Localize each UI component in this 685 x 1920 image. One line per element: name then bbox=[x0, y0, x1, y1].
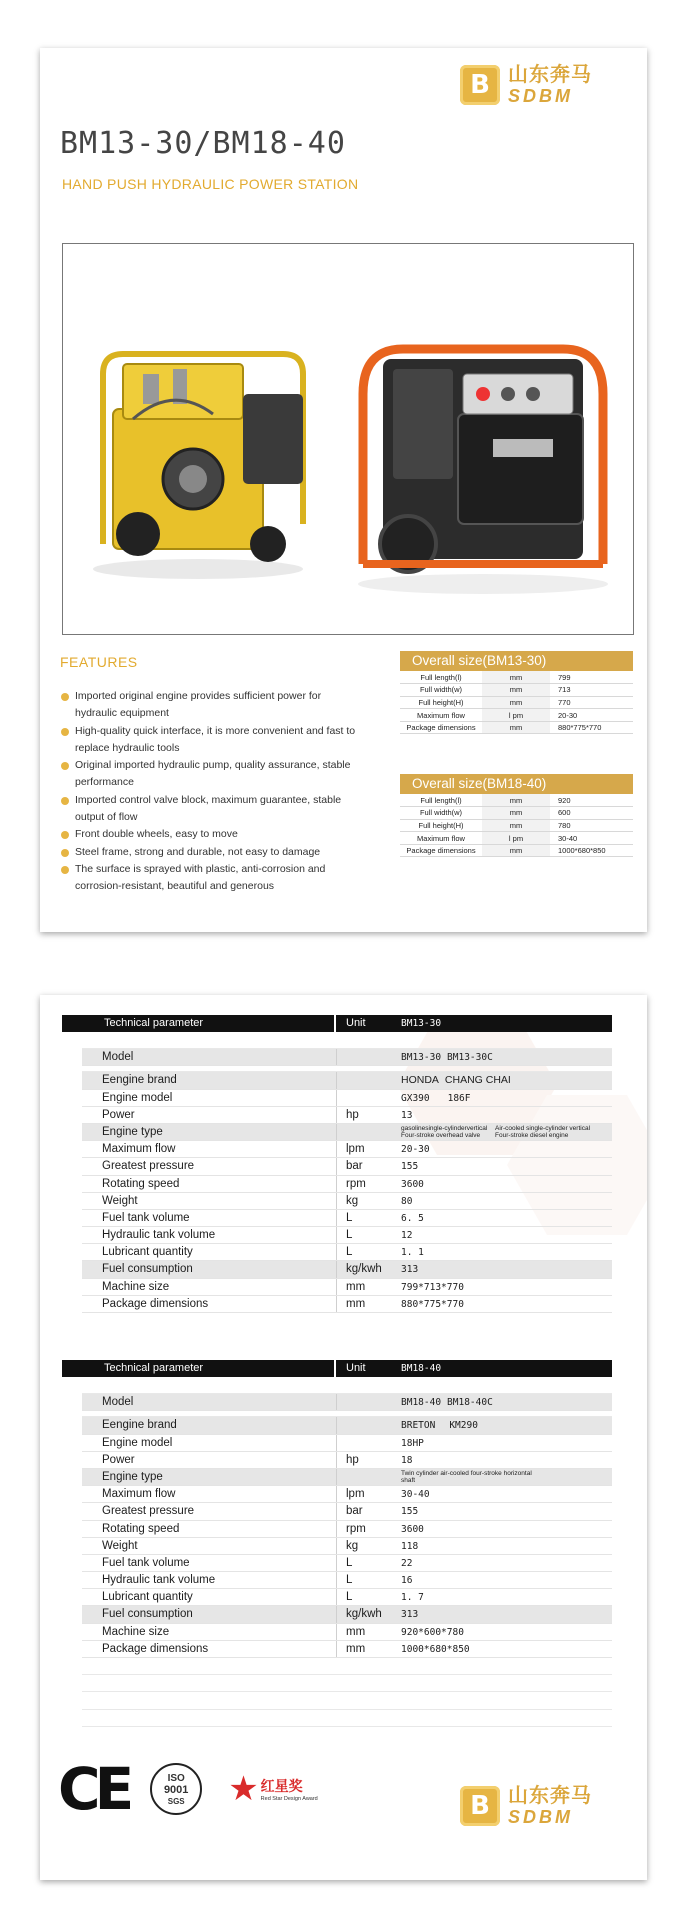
value-b: KM290 bbox=[449, 1420, 478, 1432]
table-row bbox=[82, 1210, 612, 1227]
value-b: BM18-40C bbox=[447, 1397, 493, 1409]
blank-row bbox=[82, 1692, 612, 1709]
spec-unit: mm bbox=[482, 671, 550, 684]
spec-row bbox=[400, 684, 633, 697]
blank-row bbox=[82, 1710, 612, 1727]
spec-label: Full height(H) bbox=[400, 819, 482, 832]
overall-size-bm18-40 bbox=[400, 774, 633, 857]
feature-item: Original imported hydraulic pump, quality assurance, stable performance bbox=[60, 757, 360, 792]
award-name-en: Red Star Design Award bbox=[260, 1796, 318, 1802]
table-row bbox=[82, 1503, 612, 1520]
row-label: Package dimensions bbox=[102, 1297, 209, 1310]
row-unit: L bbox=[346, 1591, 353, 1604]
spec-label: Package dimensions bbox=[400, 721, 482, 734]
table-row bbox=[82, 1521, 612, 1538]
value-b: CHANG CHAI bbox=[444, 1074, 511, 1087]
table-row bbox=[82, 1176, 612, 1193]
features-list bbox=[60, 688, 360, 896]
blank-row bbox=[82, 1675, 612, 1692]
feature-item: Steel frame, strong and durable, not easy to damage bbox=[60, 844, 360, 861]
row-label: Weight bbox=[102, 1539, 138, 1552]
iso-9001-badge-icon bbox=[150, 1763, 202, 1815]
feature-item: The surface is sprayed with plastic, anti-corrosion and corrosion-resistant, beautiful and generous bbox=[60, 861, 360, 896]
row-value: 18 bbox=[401, 1454, 413, 1466]
row-unit: kg/kwh bbox=[346, 1263, 382, 1276]
row-label: Maximum flow bbox=[102, 1143, 176, 1156]
iso-sgs: SGS bbox=[167, 1796, 185, 1806]
technical-table-bm13-30 bbox=[62, 1015, 612, 1313]
row-unit: lpm bbox=[346, 1143, 365, 1156]
row-label: Hydraulic tank volume bbox=[102, 1574, 216, 1587]
spec-unit: mm bbox=[482, 721, 550, 734]
brand-logo bbox=[460, 64, 592, 105]
row-label: Rotating speed bbox=[102, 1177, 180, 1190]
row-label: Machine size bbox=[102, 1625, 170, 1638]
spec-heading: Overall size(BM13-30) bbox=[400, 651, 633, 671]
row-value: 30-40 bbox=[401, 1489, 430, 1501]
orange-power-unit-image bbox=[358, 349, 608, 594]
page-title: BM13-30/BM18-40 bbox=[60, 126, 346, 161]
row-label: Lubricant quantity bbox=[102, 1246, 193, 1259]
feature-item: High-quality quick interface, it is more convenient and fast to replace hydraulic tools bbox=[60, 723, 360, 758]
header-unit: Unit bbox=[346, 1362, 366, 1374]
row-unit: kg bbox=[346, 1194, 359, 1207]
row-value: 12 bbox=[401, 1230, 413, 1242]
table-header bbox=[62, 1015, 612, 1032]
header-model: BM13-30 bbox=[401, 1018, 442, 1029]
row-unit: mm bbox=[346, 1280, 366, 1293]
logo-mark-icon: B bbox=[460, 1786, 500, 1826]
spec-value: 780 bbox=[550, 819, 633, 832]
row-value: 313 bbox=[401, 1609, 419, 1621]
table-row bbox=[82, 1227, 612, 1244]
row-label: Model bbox=[102, 1396, 134, 1409]
row-unit: L bbox=[346, 1574, 353, 1587]
spec-label: Full length(l) bbox=[400, 671, 482, 684]
row-label: Greatest pressure bbox=[102, 1160, 195, 1173]
row-label: Engine type bbox=[102, 1470, 163, 1483]
table-row bbox=[82, 1072, 612, 1089]
row-unit: kg bbox=[346, 1539, 359, 1552]
spec-unit: mm bbox=[482, 844, 550, 857]
row-label: Package dimensions bbox=[102, 1642, 209, 1655]
iso-number: 9001 bbox=[163, 1783, 189, 1796]
overall-size-bm13-30 bbox=[400, 651, 633, 734]
row-label: Fuel tank volume bbox=[102, 1211, 190, 1224]
value-a: BM13-30 bbox=[401, 1052, 442, 1064]
row-label: Engine model bbox=[102, 1436, 173, 1449]
award-name-cn: 红星奖 bbox=[260, 1779, 303, 1795]
row-value: 16 bbox=[401, 1575, 413, 1587]
spec-row bbox=[400, 721, 633, 734]
table-row bbox=[82, 1279, 612, 1296]
spec-value: 30-40 bbox=[550, 832, 633, 845]
row-value: 1. 1 bbox=[401, 1247, 424, 1259]
row-unit: lpm bbox=[346, 1488, 365, 1501]
row-value bbox=[396, 1072, 612, 1088]
row-label: Rotating speed bbox=[102, 1522, 180, 1535]
row-label: Engine type bbox=[102, 1125, 163, 1138]
row-value: 880*775*770 bbox=[401, 1298, 464, 1310]
header-unit: Unit bbox=[346, 1017, 366, 1029]
row-label: Eengine brand bbox=[102, 1074, 177, 1087]
spec-unit: mm bbox=[482, 819, 550, 832]
feature-item: Front double wheels, easy to move bbox=[60, 826, 360, 843]
spec-label: Maximum flow bbox=[400, 709, 482, 722]
table-header bbox=[62, 1360, 612, 1377]
table-row bbox=[82, 1606, 612, 1623]
row-value bbox=[396, 1417, 612, 1433]
spec-row bbox=[400, 671, 633, 684]
spec-label: Full width(w) bbox=[400, 684, 482, 697]
row-label: Weight bbox=[102, 1194, 138, 1207]
row-value: 80 bbox=[401, 1195, 413, 1207]
row-unit: bar bbox=[346, 1160, 363, 1173]
table-row bbox=[82, 1469, 612, 1486]
spec-value: 713 bbox=[550, 684, 633, 697]
spec-row bbox=[400, 807, 633, 820]
table-row bbox=[82, 1641, 612, 1658]
spec-label: Full width(w) bbox=[400, 807, 482, 820]
row-value bbox=[396, 1090, 612, 1106]
spec-value: 799 bbox=[550, 671, 633, 684]
row-label: Engine model bbox=[102, 1091, 173, 1104]
blank-row bbox=[82, 1377, 612, 1394]
table-row bbox=[82, 1555, 612, 1572]
row-value: 3600 bbox=[401, 1178, 424, 1190]
row-value: 313 bbox=[401, 1264, 419, 1276]
spec-row bbox=[400, 794, 633, 807]
header-model: BM18-40 bbox=[401, 1363, 442, 1374]
value-a: GX390 bbox=[401, 1092, 430, 1104]
red-star-icon: ★ bbox=[228, 1769, 259, 1809]
table-row bbox=[82, 1193, 612, 1210]
red-star-award bbox=[228, 1769, 318, 1809]
technical-table-bm18-40 bbox=[62, 1360, 612, 1727]
spec-value: 920 bbox=[550, 794, 633, 807]
brochure-page-1 bbox=[40, 48, 647, 932]
table-row bbox=[82, 1296, 612, 1313]
value-a: BM18-40 bbox=[401, 1397, 442, 1409]
spec-unit: mm bbox=[482, 684, 550, 697]
row-value: 1000*680*850 bbox=[401, 1643, 470, 1655]
header-parameter: Technical parameter bbox=[62, 1015, 336, 1032]
spec-unit: mm bbox=[482, 807, 550, 820]
spec-label: Maximum flow bbox=[400, 832, 482, 845]
spec-unit: mm bbox=[482, 794, 550, 807]
features-heading: FEATURES bbox=[60, 654, 138, 670]
table-row bbox=[82, 1394, 612, 1411]
table-row bbox=[82, 1049, 612, 1066]
certifications bbox=[58, 1755, 318, 1823]
row-unit: L bbox=[346, 1211, 353, 1224]
row-value: 155 bbox=[401, 1161, 419, 1173]
value-a: HONDA bbox=[401, 1074, 439, 1087]
brochure-page-2 bbox=[40, 995, 647, 1880]
spec-row bbox=[400, 844, 633, 857]
row-unit: rpm bbox=[346, 1522, 366, 1535]
row-value: 118 bbox=[401, 1540, 419, 1552]
table-row bbox=[82, 1452, 612, 1469]
row-value bbox=[396, 1049, 612, 1065]
row-unit: kg/kwh bbox=[346, 1608, 382, 1621]
brand-name-cn: 山东奔马 bbox=[508, 1783, 592, 1807]
row-value bbox=[396, 1469, 612, 1485]
row-label: Model bbox=[102, 1051, 134, 1064]
row-label: Greatest pressure bbox=[102, 1505, 195, 1518]
value-b: Air-cooled single-cylinder vertical Four-stroke diesel engine bbox=[495, 1124, 591, 1139]
table-row bbox=[82, 1090, 612, 1107]
spec-value: 770 bbox=[550, 696, 633, 709]
spec-table bbox=[400, 671, 633, 734]
value-a: BRETON bbox=[401, 1420, 436, 1432]
row-unit: L bbox=[346, 1246, 353, 1259]
row-unit: mm bbox=[346, 1625, 366, 1638]
spec-row bbox=[400, 696, 633, 709]
brand-name-en: SDBM bbox=[508, 86, 573, 106]
row-value bbox=[396, 1124, 612, 1140]
table-row bbox=[82, 1572, 612, 1589]
spec-value: 20-30 bbox=[550, 709, 633, 722]
row-value: 155 bbox=[401, 1506, 419, 1518]
table-row bbox=[82, 1158, 612, 1175]
row-unit: hp bbox=[346, 1108, 359, 1121]
table-row bbox=[82, 1486, 612, 1503]
spec-row bbox=[400, 819, 633, 832]
value-a: gasolinesingle-cylindervertical Four-stroke overhead valve bbox=[401, 1124, 488, 1139]
table-row bbox=[82, 1141, 612, 1158]
spec-label: Full height(H) bbox=[400, 696, 482, 709]
row-value: 22 bbox=[401, 1557, 413, 1569]
row-unit: mm bbox=[346, 1642, 366, 1655]
table-row bbox=[82, 1417, 612, 1434]
row-label: Power bbox=[102, 1108, 135, 1121]
row-label: Fuel consumption bbox=[102, 1263, 193, 1276]
row-label: Fuel tank volume bbox=[102, 1556, 190, 1569]
row-value: 920*600*780 bbox=[401, 1626, 464, 1638]
spec-unit: l pm bbox=[482, 832, 550, 845]
row-label: Fuel consumption bbox=[102, 1608, 193, 1621]
row-value: 6. 5 bbox=[401, 1212, 424, 1224]
page-subtitle: HAND PUSH HYDRAULIC POWER STATION bbox=[62, 176, 359, 192]
table-row bbox=[82, 1244, 612, 1261]
row-value bbox=[396, 1394, 612, 1410]
product-illustration bbox=[63, 244, 635, 636]
brand-logo-footer bbox=[460, 1785, 592, 1826]
row-unit: bar bbox=[346, 1505, 363, 1518]
blank-row bbox=[82, 1032, 612, 1049]
spec-label: Package dimensions bbox=[400, 844, 482, 857]
row-label: Hydraulic tank volume bbox=[102, 1229, 216, 1242]
row-unit: hp bbox=[346, 1453, 359, 1466]
spec-value: 600 bbox=[550, 807, 633, 820]
table-row bbox=[82, 1624, 612, 1641]
value-b: BM13-30C bbox=[447, 1052, 493, 1064]
spec-value: 1000*680*850 bbox=[550, 844, 633, 857]
table-row bbox=[82, 1538, 612, 1555]
feature-item: Imported control valve block, maximum guarantee, stable output of flow bbox=[60, 792, 360, 827]
row-value: 13 bbox=[401, 1109, 413, 1121]
value-a: Twin cylinder air-cooled four-stroke horizontal shaft bbox=[401, 1469, 532, 1484]
yellow-power-unit-image bbox=[93, 354, 303, 579]
table-row bbox=[82, 1589, 612, 1606]
iso-label: ISO bbox=[167, 1772, 185, 1784]
row-label: Lubricant quantity bbox=[102, 1591, 193, 1604]
row-label: Machine size bbox=[102, 1280, 170, 1293]
row-label: Maximum flow bbox=[102, 1488, 176, 1501]
spec-heading: Overall size(BM18-40) bbox=[400, 774, 633, 794]
value-b: 186F bbox=[447, 1092, 471, 1104]
spec-unit: l pm bbox=[482, 709, 550, 722]
table-row bbox=[82, 1435, 612, 1452]
table-row bbox=[82, 1107, 612, 1124]
row-label: Eengine brand bbox=[102, 1419, 177, 1432]
brand-name-en: SDBM bbox=[508, 1807, 573, 1827]
row-value bbox=[396, 1435, 612, 1451]
spec-unit: mm bbox=[482, 696, 550, 709]
blank-row bbox=[82, 1658, 612, 1675]
table-row bbox=[82, 1261, 612, 1278]
row-value: 20-30 bbox=[401, 1144, 430, 1156]
row-label: Power bbox=[102, 1453, 135, 1466]
spec-row bbox=[400, 832, 633, 845]
row-unit: L bbox=[346, 1556, 353, 1569]
row-value: 1. 7 bbox=[401, 1592, 424, 1604]
logo-mark-icon: B bbox=[460, 65, 500, 105]
ce-mark: CE bbox=[58, 1755, 129, 1823]
row-unit: L bbox=[346, 1229, 353, 1242]
spec-label: Full length(l) bbox=[400, 794, 482, 807]
row-unit: mm bbox=[346, 1297, 366, 1310]
product-photo-frame bbox=[62, 243, 634, 635]
row-value: 3600 bbox=[401, 1523, 424, 1535]
value-a: 18HP bbox=[401, 1437, 424, 1449]
row-value: 799*713*770 bbox=[401, 1281, 464, 1293]
row-unit: rpm bbox=[346, 1177, 366, 1190]
table-row bbox=[82, 1124, 612, 1141]
brand-name-cn: 山东奔马 bbox=[508, 62, 592, 86]
spec-row bbox=[400, 709, 633, 722]
header-parameter: Technical parameter bbox=[62, 1360, 336, 1377]
spec-value: 880*775*770 bbox=[550, 721, 633, 734]
feature-item: Imported original engine provides sufficient power for hydraulic equipment bbox=[60, 688, 360, 723]
spec-table bbox=[400, 794, 633, 857]
